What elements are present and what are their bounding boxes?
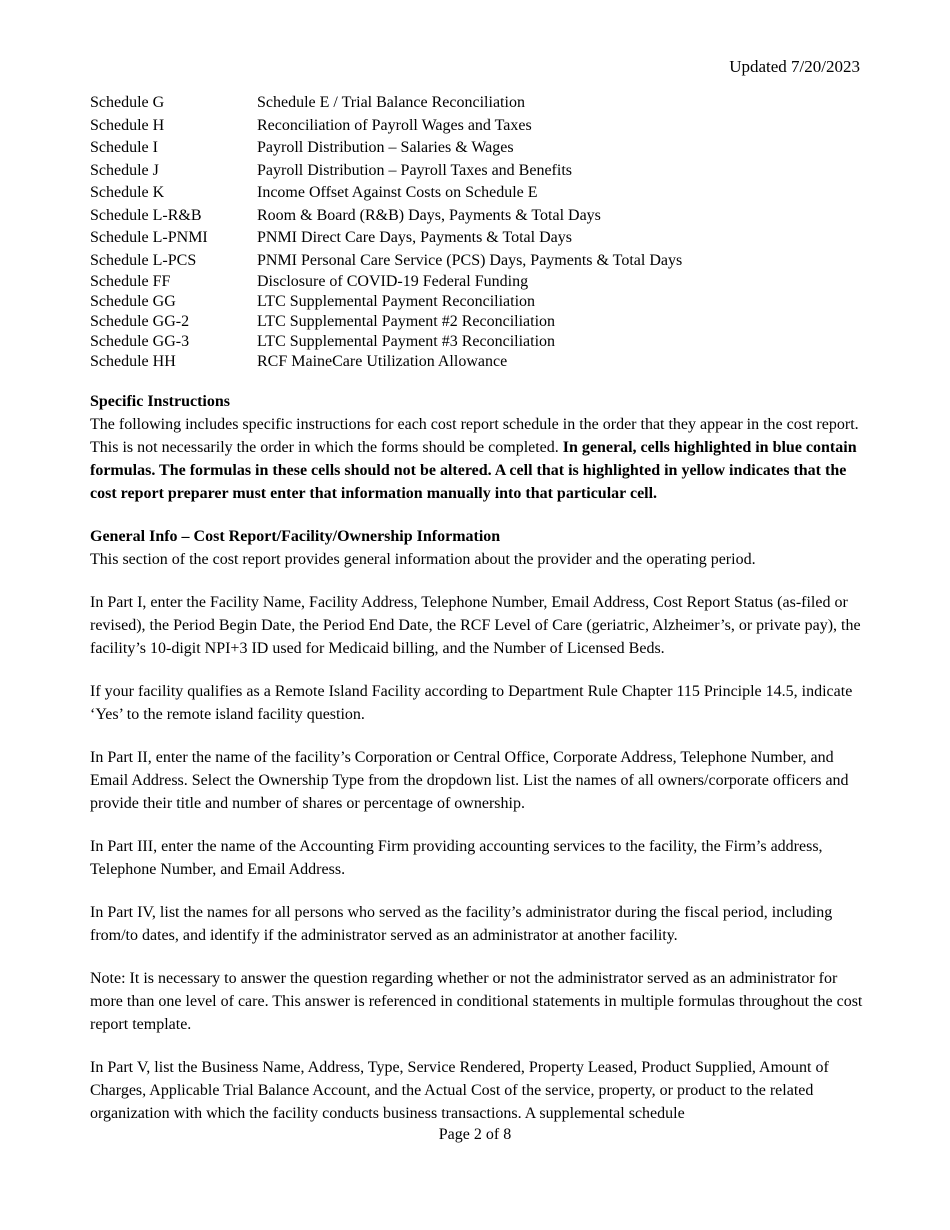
schedule-name: Schedule G — [90, 94, 165, 111]
schedule-name: Schedule FF — [90, 273, 171, 290]
specific-instructions-text — [90, 413, 865, 505]
specific-instructions-heading: Specific Instructions — [90, 393, 230, 410]
schedule-name: Schedule L-PNMI — [90, 229, 208, 246]
schedule-name: Schedule GG-3 — [90, 333, 190, 350]
schedule-name: Schedule GG-2 — [90, 313, 190, 330]
schedule-desc: PNMI Direct Care Days, Payments & Total Days — [257, 229, 572, 246]
paragraph-note: Note: It is necessary to answer the question regarding whether or not the administrator served as an administrator for more than one level of care. This answer is referenced in conditional statements in multiple formulas throughout the cost report template. — [90, 970, 863, 1033]
paragraph-part-3: In Part III, enter the name of the Accounting Firm providing accounting services to the facility, the Firm’s address, Telephone Number, and Email Address. — [90, 838, 823, 878]
paragraph-remote-island: If your facility qualifies as a Remote Island Facility according to Department Rule Chapter 115 Principle 14.5, indicate ‘Yes’ to the remote island facility question. — [90, 683, 853, 723]
schedule-row — [90, 92, 890, 115]
paragraph-part-1: In Part I, enter the Facility Name, Facility Address, Telephone Number, Email Address, Cost Report Status (as-filed or revised), the Period Begin Date, the Period End Date, the RCF Level of Care (geriatric, Alzheimer’s, or private pay), the facility’s 10-digit NPI+3 ID used for Medicaid billing, and the Number of Licensed Beds. — [90, 594, 861, 657]
schedule-row — [90, 227, 890, 250]
schedule-name: Schedule L-PCS — [90, 251, 197, 269]
general-info-intro: This section of the cost report provides general information about the provider and the operating period. — [90, 551, 756, 568]
general-info-heading: General Info – Cost Report/Facility/Ownership Information — [90, 528, 501, 545]
specific-instructions-plain: The following includes specific instructions for each cost report schedule in the order that they appear in the cost report. This is not necessarily the order in which the forms should be completed. — [90, 416, 859, 456]
paragraph-part-4: In Part IV, list the names for all persons who served as the facility’s administrator during the fiscal period, including from/to dates, and identify if the administrator served as an administrator at another facility. — [90, 904, 833, 944]
schedule-row — [90, 332, 890, 352]
schedule-row — [90, 250, 890, 273]
schedule-desc: Schedule E / Trial Balance Reconciliation — [257, 94, 525, 111]
schedule-row — [90, 292, 890, 312]
schedule-desc: Payroll Distribution – Payroll Taxes and Benefits — [257, 161, 572, 179]
schedule-row — [90, 272, 890, 292]
schedule-desc: Reconciliation of Payroll Wages and Taxes — [257, 116, 532, 134]
schedule-name: Schedule GG — [90, 293, 176, 310]
schedule-row — [90, 312, 890, 332]
schedule-name: Schedule I — [90, 139, 158, 156]
schedule-desc: Income Offset Against Costs on Schedule E — [257, 184, 538, 201]
schedule-desc: RCF MaineCare Utilization Allowance — [257, 353, 508, 370]
paragraph-part-5: In Part V, list the Business Name, Address, Type, Service Rendered, Property Leased, Product Supplied, Amount of Charges, Applicable Trial Balance Account, and the Actual Cost of the service, property, or product to the related organization with which the facility conducts business transactions. A supplemental schedule — [90, 1059, 829, 1122]
schedule-row — [90, 137, 890, 160]
schedule-name: Schedule HH — [90, 353, 176, 370]
schedule-desc: LTC Supplemental Payment #3 Reconciliation — [257, 333, 556, 350]
instructions-body — [90, 390, 865, 1125]
page-number: Page 2 of 8 — [438, 1126, 512, 1143]
schedule-name: Schedule H — [90, 116, 165, 134]
schedule-row — [90, 205, 890, 228]
schedule-desc: LTC Supplemental Payment Reconciliation — [257, 293, 536, 310]
schedule-desc: Room & Board (R&B) Days, Payments & Total Days — [257, 206, 601, 224]
schedule-row — [90, 160, 890, 183]
schedule-row — [90, 352, 890, 372]
schedule-row — [90, 115, 890, 138]
schedule-row — [90, 182, 890, 205]
schedule-desc: PNMI Personal Care Service (PCS) Days, Payments & Total Days — [257, 251, 683, 269]
schedule-name: Schedule K — [90, 184, 165, 201]
schedule-name: Schedule J — [90, 161, 159, 179]
schedule-desc: Disclosure of COVID-19 Federal Funding — [257, 273, 529, 290]
specific-instructions-bold: In general, cells highlighted in blue contain formulas. The formulas in these cells should not be altered. A cell that is highlighted in yellow indicates that the cost report preparer must enter that information manually into that particular cell. — [90, 439, 857, 502]
schedule-desc: LTC Supplemental Payment #2 Reconciliation — [257, 313, 556, 330]
schedule-desc: Payroll Distribution – Salaries & Wages — [257, 139, 514, 156]
updated-date: Updated 7/20/2023 — [729, 57, 860, 76]
paragraph-part-2: In Part II, enter the name of the facility’s Corporation or Central Office, Corporate Address, Telephone Number, and Email Address. Select the Ownership Type from the dropdown list. List the names of all owners/corporate officers and provide their title and number of shares or percentage of ownership. — [90, 749, 849, 812]
schedule-name: Schedule L-R&B — [90, 206, 202, 224]
schedule-list — [90, 92, 890, 372]
